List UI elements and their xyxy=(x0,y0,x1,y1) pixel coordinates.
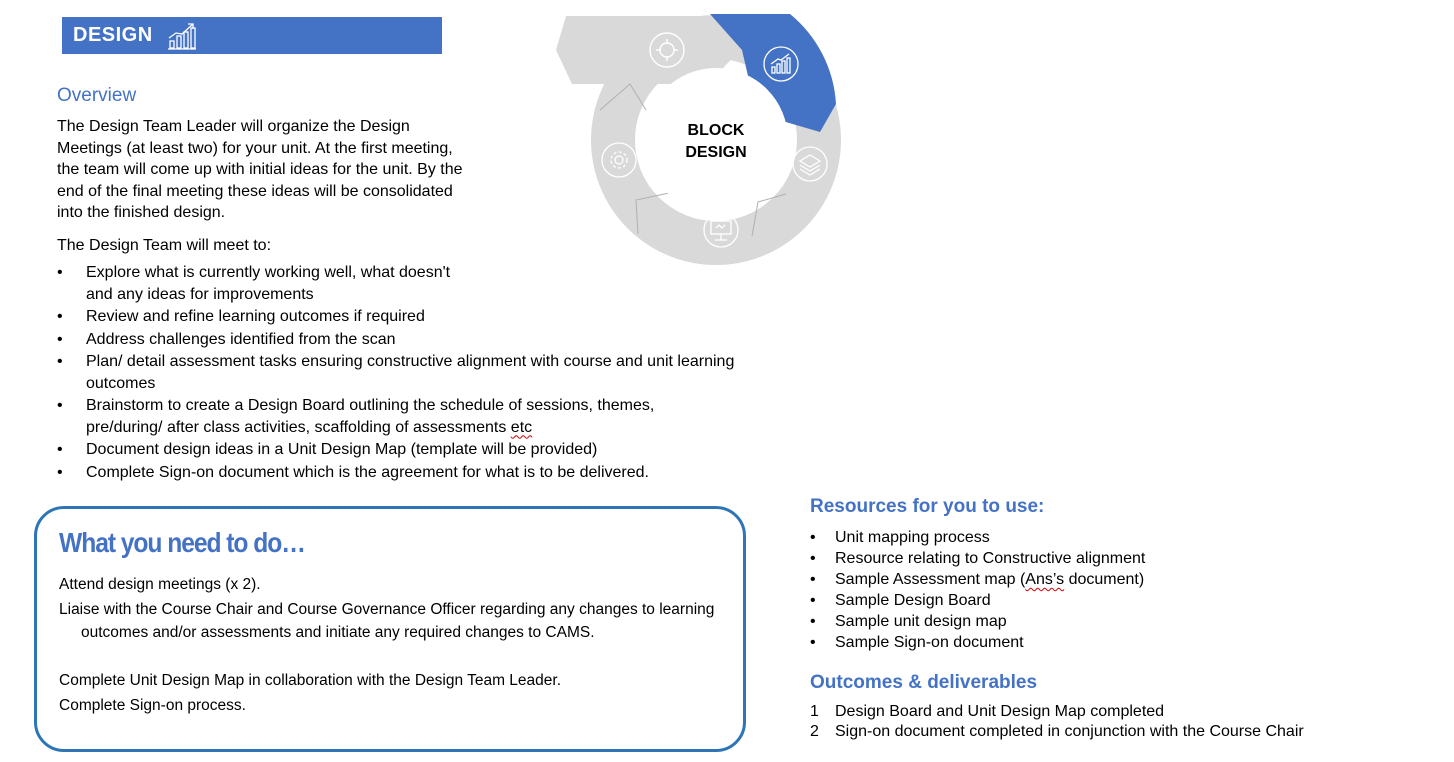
overview-line: The Design Team Leader will organize the Design xyxy=(57,118,410,135)
overview-line: into the finished design. xyxy=(57,204,226,221)
list-item-text: document) xyxy=(1064,571,1145,588)
chart-growth-icon xyxy=(167,21,197,51)
cycle-center-line2: DESIGN xyxy=(685,144,747,161)
spellcheck-word: Ans’s xyxy=(1025,571,1065,588)
list-item: • Resource relating to Constructive alignment xyxy=(810,548,1145,569)
list-item-text: Sample Assessment map ( xyxy=(835,571,1026,588)
overview-paragraph xyxy=(57,116,527,224)
overview-intro: The Design Team will meet to: xyxy=(57,237,272,254)
overview-line: end of the final meeting these ideas will be consolidated xyxy=(57,182,453,200)
cycle-center xyxy=(644,68,788,212)
list-item-line: • Plan/ detail assessment tasks ensuring constructive alignment with course and unit learning xyxy=(86,353,735,370)
list-number: 1 xyxy=(810,703,819,720)
list-item xyxy=(57,329,817,351)
list-item-line: • Document design ideas in a Unit Design Map (template will be provided) xyxy=(86,441,598,458)
list-item-line: • Review and refine learning outcomes if required xyxy=(86,308,425,325)
cycle-center-line1: BLOCK xyxy=(687,122,745,139)
resources-list xyxy=(810,527,1145,653)
list-item-line: outcomes xyxy=(86,374,156,392)
outcomes-heading: Outcomes & deliverables xyxy=(810,672,1038,693)
todo-item: Liaise with the Course Chair and Course Governance Officer regarding any changes to learning outcomes and/or assessments and initiate any required changes to CAMS. xyxy=(59,601,715,641)
block-design-cycle xyxy=(530,14,850,266)
list-item-line: • Address challenges identified from the scan xyxy=(86,330,396,348)
list-item xyxy=(810,569,1145,590)
overview-heading: Overview xyxy=(57,85,137,106)
todo-item: Attend design meetings (x 2). xyxy=(59,576,261,593)
list-item xyxy=(57,439,817,461)
list-item: • Sample unit design map xyxy=(810,611,1145,632)
meeting-goals-list xyxy=(57,262,817,483)
resources-heading: Resources for you to use: xyxy=(810,496,1045,517)
list-item-line: • Brainstorm to create a Design Board outlining the schedule of sessions, themes, xyxy=(86,397,655,414)
banner-title: DESIGN xyxy=(73,24,153,46)
todo-title: What you need to do… xyxy=(59,527,305,558)
list-item-text: Design Board and Unit Design Map completed xyxy=(835,703,1165,720)
list-item: • Sample Sign-on document xyxy=(810,632,1145,653)
todo-item: Complete Sign-on process. xyxy=(59,697,246,714)
list-item xyxy=(810,722,1304,742)
list-item xyxy=(57,395,817,438)
list-item-line: • Explore what is currently working well, what doesn't xyxy=(86,264,451,281)
todo-box xyxy=(34,506,746,752)
list-item xyxy=(57,306,817,328)
design-banner xyxy=(62,17,442,54)
overview-line: Meetings (at least two) for your unit. At the first meeting, xyxy=(57,139,453,157)
outcomes-list xyxy=(810,702,1304,742)
list-item-line: • Complete Sign-on document which is the agreement for what is to be delivered. xyxy=(86,463,649,481)
list-item-line xyxy=(86,417,817,439)
list-item xyxy=(810,702,1304,722)
todo-item: Complete Unit Design Map in collaboration with the Design Team Leader. xyxy=(59,672,562,689)
list-item xyxy=(57,262,817,305)
list-item-text: pre/during/ after class activities, scaffolding of assessments xyxy=(86,418,511,436)
overview-line: the team will come up with initial ideas for the unit. By the xyxy=(57,161,463,178)
list-number: 2 xyxy=(810,723,819,740)
list-item xyxy=(57,351,817,394)
list-item-text: Sign-on document completed in conjunction with the Course Chair xyxy=(835,723,1304,740)
list-item: • Sample Design Board xyxy=(810,590,1145,611)
list-item: • Unit mapping process xyxy=(810,527,1145,548)
spellcheck-word: etc xyxy=(510,418,533,436)
list-item-line: and any ideas for improvements xyxy=(86,285,314,303)
list-item xyxy=(57,462,817,484)
